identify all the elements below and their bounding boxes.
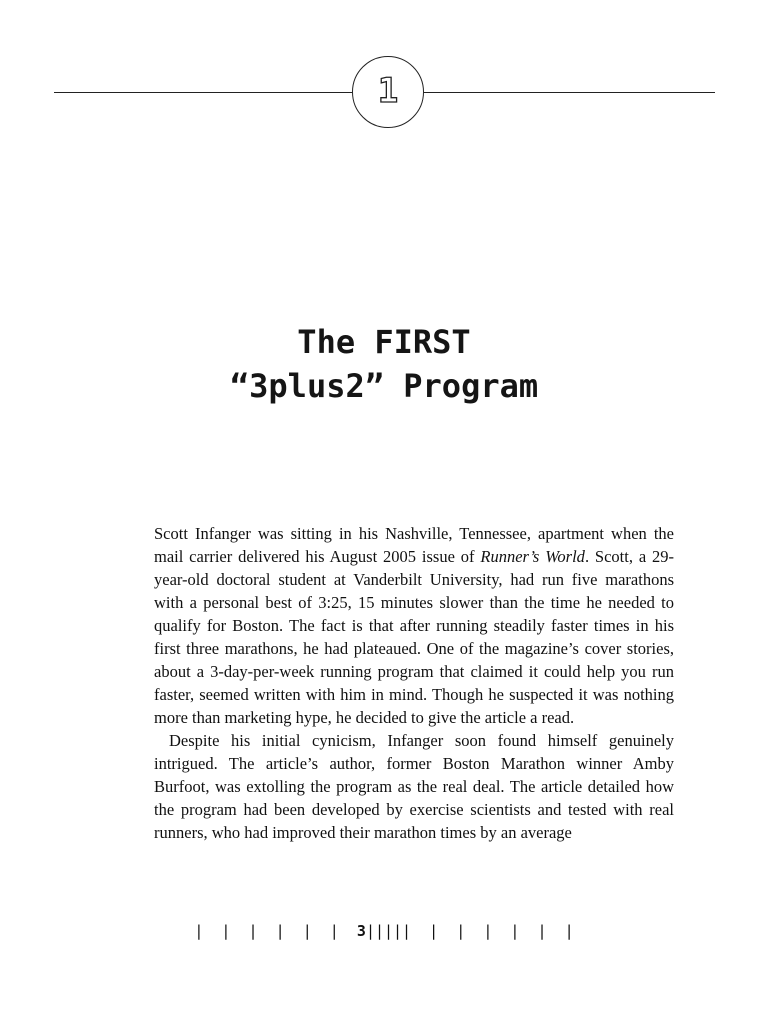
paragraph-2: Despite his initial cynicism, Infanger soon found himself genuinely intrigued. The article’s author, former Boston Marathon winner Amby Burfoot, was extolling the program as the real deal. The article detailed how the program had been developed by exercise scientists and tested with real runners, who had improved their marathon times by an average [154,731,674,842]
chapter-number: 1 [377,71,399,111]
chapter-rule-right [424,92,715,93]
folio-marks-right: ||||| | | | | | | [365,922,574,940]
page-number: 3 [356,922,366,940]
magazine-title: Runner’s World [480,547,585,566]
chapter-rule-left [54,92,352,93]
chapter-title-line-1: The FIRST [297,323,471,361]
page-folio [0,921,768,941]
chapter-title-line-2: “3plus2” Program [229,367,539,405]
body-text [154,522,674,844]
chapter-number-badge [352,56,424,128]
paragraph-1-text-b: . Scott, a 29-year-old doctoral student at Vanderbilt University, had run five marathons with a personal best of 3:25, 15 minutes slower than the time he needed to qualify for Boston. The fact is that after running steadily faster times in his first three marathons, he had plateaued. One of the magazine’s cover stories, about a 3-day-per-week running program that claimed it could help you run faster, seemed written with him in mind. Though he suspected it was nothing more than marketing hype, he decided to give the article a read. [154,547,674,727]
paragraph-1-text-a: Scott Infanger was sitting in his Nashville, Tennessee, apartment when the mail carrier delivered his August 2005 issue of [154,524,674,566]
paragraph-1 [154,522,674,729]
folio-marks-left: | | | | | | [194,922,339,940]
